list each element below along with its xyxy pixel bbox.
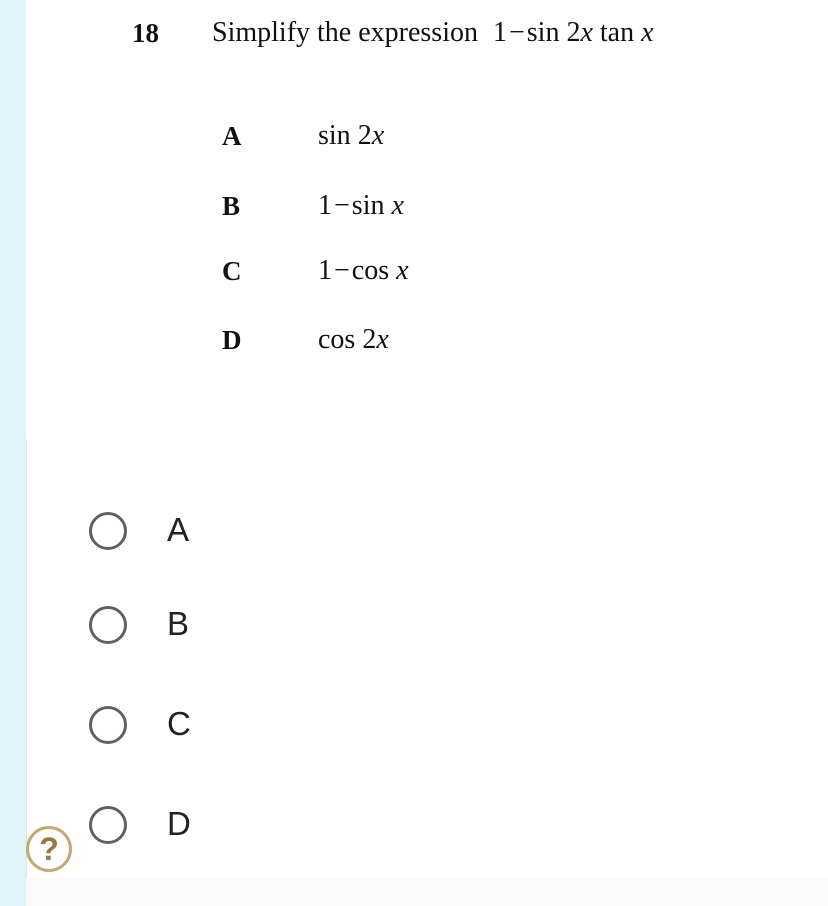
help-question-icon[interactable]: ? xyxy=(26,826,72,872)
radio-circle-icon[interactable] xyxy=(89,806,127,844)
question-prompt xyxy=(212,16,654,50)
choice-func: sin xyxy=(318,120,351,151)
bottom-bar xyxy=(26,878,828,906)
expr-one: 1 xyxy=(492,17,507,48)
expr-func2: tan xyxy=(599,17,635,48)
question-expression xyxy=(493,17,654,48)
option-c[interactable] xyxy=(88,702,488,752)
choice-num: 2 xyxy=(357,120,372,151)
left-accent-strip xyxy=(0,0,27,906)
choice-letter: A xyxy=(222,121,242,151)
option-label[interactable]: D xyxy=(167,805,191,842)
expr-minus: − xyxy=(508,17,525,48)
expr-arg2-var: x xyxy=(641,17,654,48)
choice-letter: D xyxy=(222,325,242,355)
choice-one: 1 xyxy=(318,190,332,221)
choice-var: x xyxy=(396,255,409,286)
choice-letter: C xyxy=(222,256,242,286)
expr-arg1-num: 2 xyxy=(566,17,581,48)
radio-circle-icon[interactable] xyxy=(89,606,127,644)
option-label[interactable]: B xyxy=(167,605,190,642)
choice-var: x xyxy=(376,324,389,355)
expr-func1: sin xyxy=(526,17,560,48)
question-prompt-text: Simplify the expression xyxy=(212,17,478,48)
radio-circle-icon[interactable] xyxy=(89,706,127,744)
choice-expression xyxy=(318,118,384,154)
option-b[interactable] xyxy=(88,602,488,652)
choice-row-b xyxy=(26,188,626,228)
choice-minus: − xyxy=(334,190,350,221)
choice-func: cos xyxy=(351,255,390,286)
option-a[interactable] xyxy=(88,508,488,558)
question-image xyxy=(26,0,828,440)
option-label[interactable]: C xyxy=(167,705,191,742)
choice-var: x xyxy=(391,190,404,221)
choice-row-a xyxy=(26,118,626,158)
choice-num: 2 xyxy=(362,324,377,355)
choice-minus: − xyxy=(334,255,350,286)
radio-circle-icon[interactable] xyxy=(89,512,127,550)
option-label[interactable]: A xyxy=(167,511,190,548)
choice-one: 1 xyxy=(318,255,332,286)
option-d[interactable] xyxy=(88,802,488,852)
question-number: 18 xyxy=(132,18,159,48)
choice-var: x xyxy=(371,120,385,151)
choice-expression xyxy=(318,188,404,224)
choice-expression xyxy=(318,253,409,289)
choice-row-d xyxy=(26,322,626,362)
choice-letter: B xyxy=(222,191,241,221)
choice-row-c xyxy=(26,253,626,293)
expr-arg1-var: x xyxy=(580,17,593,48)
choice-func: cos xyxy=(318,324,356,355)
choice-expression xyxy=(318,322,389,358)
choice-func: sin xyxy=(351,190,385,221)
